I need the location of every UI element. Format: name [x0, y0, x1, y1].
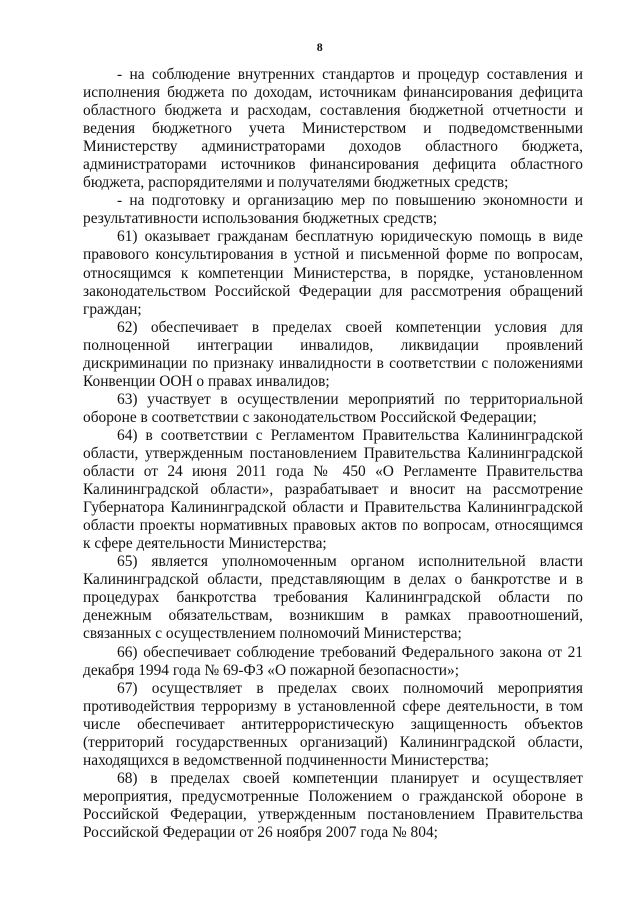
paragraph-68-civil-defense: 68) в пределах своей компетенции планирует и осуществляет мероприятия, предусмотренные Положением о гражданской обороне в Российской Федерации, утвержденным постановлением Правительства Российской Федерации от 26 ноября 2007 года № 804; [83, 769, 583, 841]
paragraph-67-counter-terrorism: 67) осуществляет в пределах своих полномочий мероприятия противодействия терроризму в установленной сфере деятельности, в том числе обеспечивает антитеррористическую защищенность объектов (территорий государственных организаций) Калининградской области, находящихся в ведомственной подчиненности Министерства; [83, 679, 583, 769]
paragraph-66-fire-safety: 66) обеспечивает соблюдение требований Федерального закона от 21 декабря 1994 года № 69-ФЗ «О пожарной безопасности»; [83, 643, 583, 679]
paragraph-62-disability-integration: 62) обеспечивает в пределах своей компетенции условия для полноценной интеграции инвалидов, ликвидации проявлений дискриминации по признаку инвалидности в соответствии с положениями Конвенции ООН о правах инвалидов; [83, 318, 583, 390]
paragraph-65-bankruptcy: 65) является уполномоченным органом исполнительной власти Калининградской области, представляющим в делах о банкротстве и в процедурах банкротства требования Калининградской области по денежным обязательствам, возникшим в рамках правоотношений, связанных с осуществлением полномочий Министерства; [83, 553, 583, 643]
paragraph-64-draft-acts: 64) в соответствии с Регламентом Правительства Калининградской области, утвержденным постановлением Правительства Калининградской области от 24 июня 2011 года № 450 «О Регламенте Правительства Калининградской области», разрабатывает и вносит на рассмотрение Губернатора Калининградской области и Правительства Калининградской области проекты нормативных правовых актов по вопросам, относящимся к сфере деятельности Министерства; [83, 426, 583, 553]
paragraph-budget-efficiency: - на подготовку и организацию мер по повышению экономности и результативности использования бюджетных средств; [83, 192, 583, 228]
document-body [83, 66, 583, 842]
page-number: 8 [316, 40, 324, 54]
paragraph-internal-standards: - на соблюдение внутренних стандартов и процедур составления и исполнения бюджета по доходам, источникам финансирования дефицита областного бюджета и расходам, составления бюджетной отчетности и ведения бюджетного учета Министерством и подведомственными Министерству администраторами доходов областного бюджета, администраторами источников финансирования дефицита областного бюджета, распорядителями и получателями бюджетных средств; [83, 66, 583, 192]
paragraph-61-legal-aid: 61) оказывает гражданам бесплатную юридическую помощь в виде правового консультирования в устной и письменной форме по вопросам, относящимся к компетенции Министерства, в порядке, установленном законодательством Российской Федерации для рассмотрения обращений граждан; [83, 228, 583, 318]
paragraph-63-territorial-defense: 63) участвует в осуществлении мероприятий по территориальной обороне в соответствии с законодательством Российской Федерации; [83, 390, 583, 426]
